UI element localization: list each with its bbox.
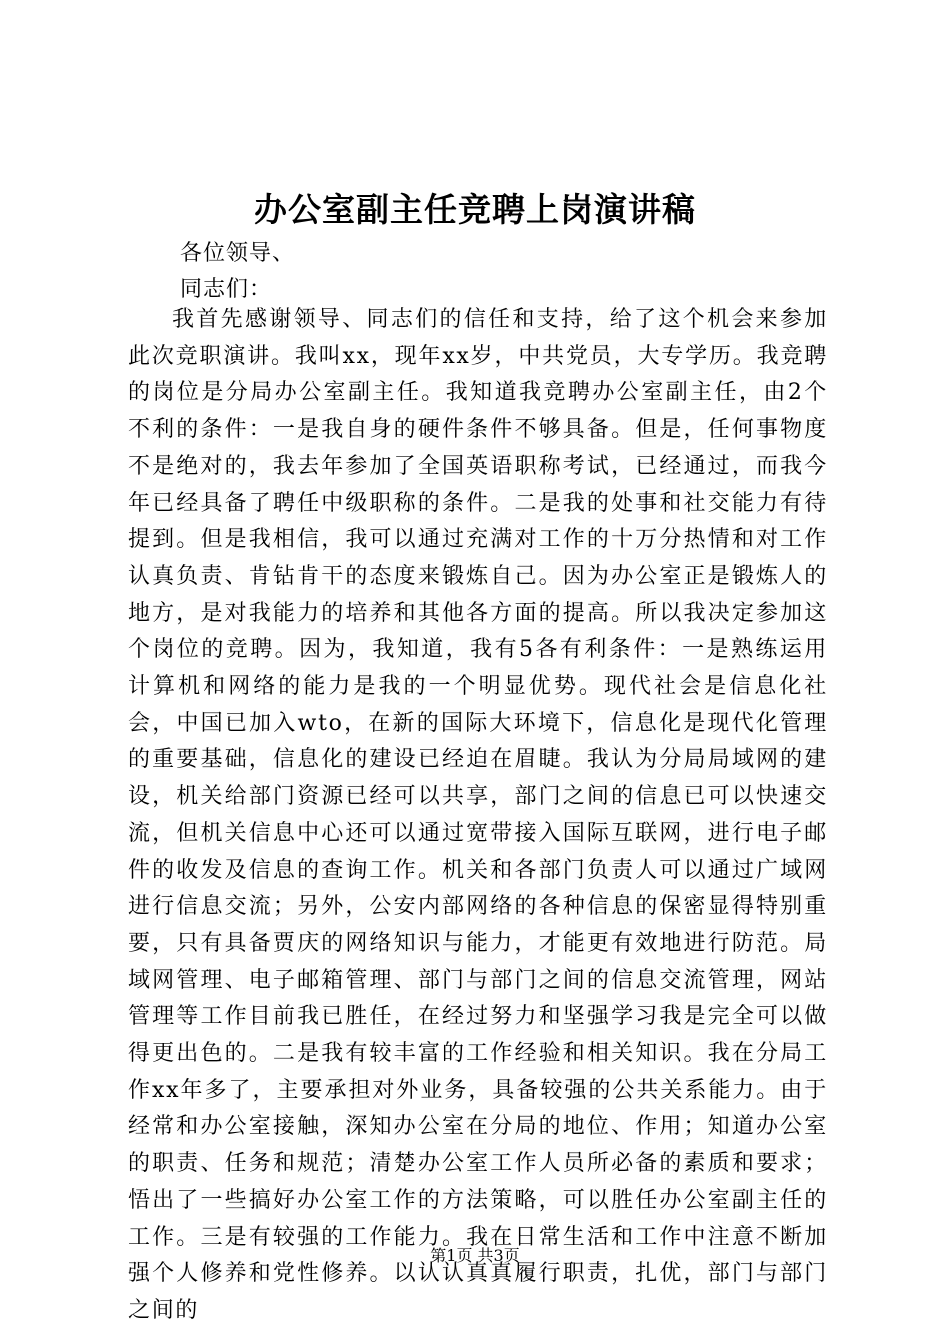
speech-body-paragraph: 我首先感谢领导、同志们的信任和支持，给了这个机会来参加此次竞职演讲。我叫xx，现年xx岁，中共党员，大专学历。我竞聘的岗位是分局办公室副主任。我知道我竞聘办公室副主任，由2个不利的条件：一是我自身的硬件条件不够具备。但是，任何事物度不是绝对的，我去年参加了全国英语职称考试，已经通过，而我今年已经具备了聘任中级职称的条件。二是我的处事和社交能力有待提到。但是我相信，我可以通过充满对工作的十万分热情和对工作认真负责、肯钻肯干的态度来锻炼自己。因为办公室正是锻炼人的地方，是对我能力的培养和其他各方面的提高。所以我决定参加这个岗位的竞聘。因为，我知道，我有5各有利条件：一是熟练运用计算机和网络的能力是我的一个明显优势。现代社会是信息化社会，中国已加入wto，在新的国际大环境下，信息化是现代化管理的重要基础，信息化的建设已经迫在眉睫。我认为分局局域网的建设，机关给部门资源已经可以共享，部门之间的信息已可以快速交流，但机关信息中心还可以通过宽带接入国际互联网，进行电子邮件的收发及信息的查询工作。机关和各部门负责人可以通过广域网进行信息交流；另外，公安内部网络的各种信息的保密显得特别重要，只有具备贾庆的网络知识与能力，才能更有效地进行防范。局域网管理、电子邮箱管理、部门与部门之间的信息交流管理，网站管理等工作目前我已胜任，在经过努力和坚强学习我是完全可以做得更出色的。二是我有较丰富的工作经验和相关知识。我在分局工作xx年多了，主要承担对外业务，具备较强的公共关系能力。由于经常和办公室接触，深知办公室在分局的地位、作用；知道办公室的职责、任务和规范；清楚办公室工作人员所必备的素质和要求；悟出了一些搞好办公室工作的方法策略，可以胜任办公室副主任的工作。三是有较强的工作能力。我在日常生活和工作中注意不断加强个人修养和党性修养。以认认真真履行职责，扎优，部门与部门之间的	[128, 307, 828, 1323]
salutation-comrades: 同志们：	[180, 277, 273, 302]
salutation-leaders: 各位领导、	[180, 241, 296, 266]
page-number-footer: 第1页 共3页	[430, 1246, 520, 1265]
document-title: 办公室副主任竞聘上岗演讲稿	[254, 190, 696, 229]
